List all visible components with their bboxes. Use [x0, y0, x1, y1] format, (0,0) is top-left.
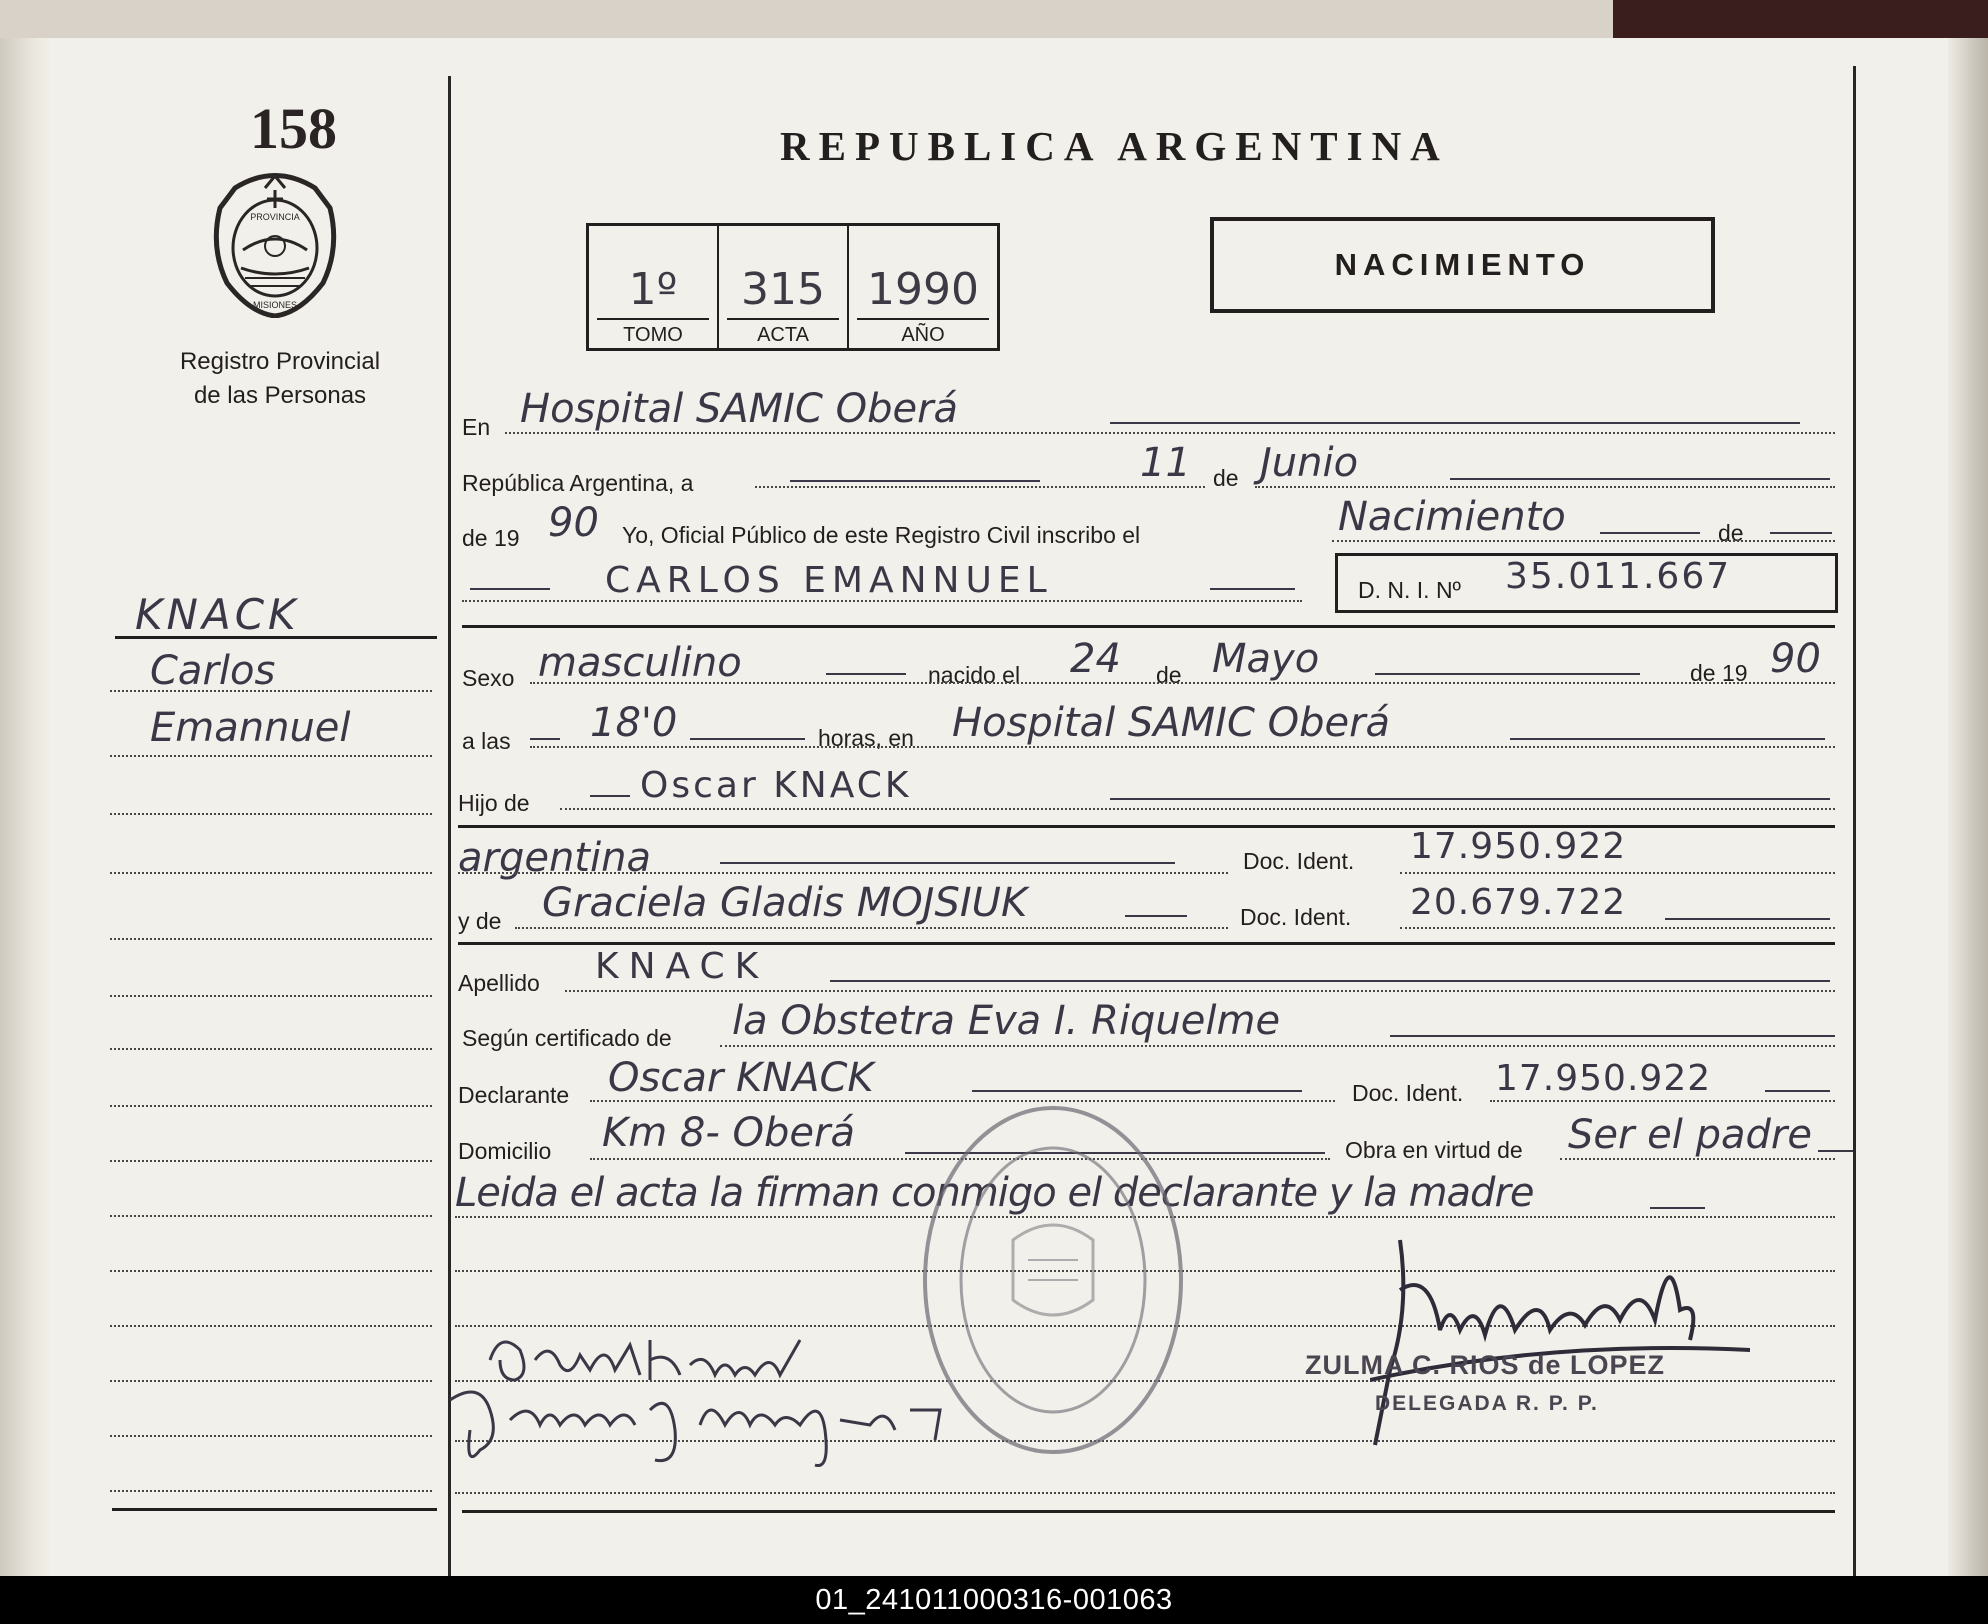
value-mother: Graciela Gladis MOJSIUK [542, 880, 1028, 926]
value-day: 11 [1140, 440, 1191, 486]
filler-dash [1210, 588, 1295, 590]
margin-dots [110, 755, 432, 757]
image-id-footer: 01_241011000316-001063 [0, 1576, 1988, 1624]
label-de: de [1213, 465, 1239, 491]
label-horas: horas, en [818, 725, 914, 751]
section-rule [458, 825, 1835, 828]
margin-surname: KNACK [135, 590, 300, 639]
value-declarant-doc: 17.950.922 [1495, 1058, 1712, 1099]
value-child-name: CARLOS EMANNUEL [605, 560, 1053, 601]
label-de: de [1156, 662, 1182, 688]
value-father-nationality: argentina [458, 835, 651, 881]
value-address: Km 8- Oberá [602, 1110, 855, 1156]
value-birth-year-suffix: 90 [1770, 636, 1821, 682]
filler-dash [1510, 738, 1825, 740]
label-en: En [462, 414, 491, 440]
filler-dash [470, 588, 550, 590]
margin-dots [110, 1105, 432, 1107]
dotted-line [1490, 1100, 1835, 1102]
label-segun: Según certificado de [462, 1025, 672, 1051]
dotted-line [565, 990, 1835, 992]
value-hour: 18'0 [590, 700, 678, 746]
dotted-line [1332, 540, 1835, 542]
value-birth-place: Hospital SAMIC Oberá [952, 700, 1391, 746]
dotted-line [458, 872, 1228, 874]
label-hijo: Hijo de [458, 790, 530, 816]
dotted-line [720, 1045, 1835, 1047]
label-sexo: Sexo [462, 665, 515, 691]
book-spine [0, 38, 52, 1576]
tomo-cell [589, 226, 719, 348]
label-dni: D. N. I. Nº [1358, 577, 1461, 603]
label-domicilio: Domicilio [458, 1138, 552, 1164]
dotted-line [1255, 486, 1835, 488]
label-apellido: Apellido [458, 970, 540, 996]
value-declarant: Oscar KNACK [608, 1055, 874, 1101]
filler-dash [1665, 918, 1830, 920]
label-yde: y de [458, 908, 502, 934]
margin-dots [110, 1490, 432, 1492]
dotted-line [530, 682, 1835, 684]
margin-bottom-rule [112, 1508, 437, 1511]
dotted-line [455, 1492, 1835, 1494]
ano-label: AÑO [901, 324, 945, 346]
label-nacido: nacido el [928, 662, 1021, 688]
dotted-line [755, 486, 1205, 488]
value-mother-doc: 20.679.722 [1410, 882, 1627, 923]
filler-dash [972, 1090, 1302, 1092]
margin-dots [110, 1160, 432, 1162]
label-declarante: Declarante [458, 1082, 570, 1108]
dotted-line [505, 432, 1835, 434]
filler-dash [1375, 673, 1640, 675]
right-border [1853, 66, 1856, 1576]
label-de19b: de 19 [1690, 660, 1748, 686]
label-obra: Obra en virtud de [1345, 1137, 1523, 1163]
margin-dots [110, 1215, 432, 1217]
registry-name [120, 345, 440, 413]
value-sex: masculino [538, 640, 742, 686]
margin-dots [110, 938, 432, 940]
value-by-virtue: Ser el padre [1568, 1112, 1812, 1158]
label-doc: Doc. Ident. [1243, 848, 1355, 874]
label-doc: Doc. Ident. [1352, 1080, 1464, 1106]
filler-dash [590, 795, 630, 797]
filler-dash [1650, 1207, 1705, 1209]
margin-dots [110, 690, 432, 692]
margin-dots [110, 1380, 432, 1382]
filler-dash [1125, 915, 1187, 917]
margin-dots [110, 813, 432, 815]
value-father-doc: 17.950.922 [1410, 826, 1627, 867]
registry-line-2: de las Personas [193, 382, 367, 409]
seal-text-top: PROVINCIA [250, 212, 300, 222]
acta-label: ACTA [757, 324, 809, 346]
filler-dash [826, 673, 906, 675]
margin-dots [110, 872, 432, 874]
ano-value: 1990 [867, 264, 979, 315]
value-year-suffix: 90 [548, 500, 599, 546]
filler-dash [1110, 798, 1830, 800]
official-title: DELEGADA R. P. P. [1375, 1392, 1599, 1415]
margin-dots [110, 1325, 432, 1327]
filler-dash [1110, 422, 1800, 424]
value-dni: 35.011.667 [1505, 556, 1732, 597]
filler-dash [830, 980, 1830, 982]
value-birth-month: Mayo [1212, 636, 1320, 682]
seal-text-bottom: MISIONES [252, 300, 298, 310]
dotted-line [530, 746, 1835, 748]
tomo-value: 1º [628, 264, 678, 315]
registry-line-1: Registro Provincial [179, 348, 381, 375]
dotted-line [1400, 872, 1835, 874]
bottom-rule [462, 1510, 1835, 1513]
value-act-kind: Nacimiento [1338, 494, 1566, 540]
country-title: REPUBLICA ARGENTINA [780, 123, 1449, 169]
filler-dash [1600, 532, 1700, 534]
filler-dash [720, 862, 1175, 864]
label-doc: Doc. Ident. [1240, 904, 1352, 930]
document-type: NACIMIENTO [1210, 217, 1715, 313]
label-de: de [1718, 520, 1744, 546]
dotted-line [1560, 1158, 1835, 1160]
filler-dash [1770, 532, 1832, 534]
value-closing: Leida el acta la firman conmigo el declarante y la madre [455, 1170, 1534, 1216]
margin-name-1: Carlos [150, 648, 276, 694]
filler-dash [1450, 478, 1830, 480]
section-rule [462, 625, 1835, 628]
filler-dash [1765, 1090, 1830, 1092]
ano-cell [849, 226, 997, 348]
dotted-line [560, 808, 1835, 810]
dotted-line [462, 600, 1302, 602]
filler-dash [790, 480, 1040, 482]
value-surname: KNACK [595, 946, 769, 987]
record-number-box [586, 223, 1000, 351]
section-rule [458, 942, 1835, 945]
filler-dash [530, 738, 560, 740]
margin-divider [448, 76, 451, 1576]
official-name: ZULMA C. RIOS de LOPEZ [1305, 1350, 1666, 1380]
margin-dots [110, 1435, 432, 1437]
label-de19: de 19 [462, 525, 520, 551]
signature-mother-icon [440, 1370, 960, 1480]
acta-cell [719, 226, 849, 348]
margin-dots [110, 1048, 432, 1050]
value-birth-day: 24 [1070, 636, 1121, 682]
label-republica: República Argentina, a [462, 470, 694, 496]
filler-dash [1818, 1150, 1853, 1152]
misiones-seal-icon [205, 168, 345, 318]
value-father: Oscar KNACK [640, 765, 912, 806]
filler-dash [1390, 1035, 1835, 1037]
value-certificate: la Obstetra Eva I. Riquelme [732, 998, 1281, 1044]
tomo-label: TOMO [623, 324, 683, 346]
margin-dots [110, 1270, 432, 1272]
value-place: Hospital SAMIC Oberá [520, 386, 959, 432]
acta-value: 315 [741, 264, 825, 315]
label-yo: Yo, Oficial Público de este Registro Civil inscribo el [622, 522, 1141, 548]
label-alas: a las [462, 728, 511, 754]
page-number: 158 [250, 96, 337, 161]
margin-rule-1 [115, 636, 437, 639]
value-month: Junio [1260, 440, 1359, 486]
dotted-line [1400, 927, 1835, 929]
margin-name-2: Emannuel [150, 705, 351, 751]
margin-dots [110, 995, 432, 997]
filler-dash [690, 738, 805, 740]
page-edge [1948, 38, 1988, 1576]
dotted-line [515, 927, 1228, 929]
